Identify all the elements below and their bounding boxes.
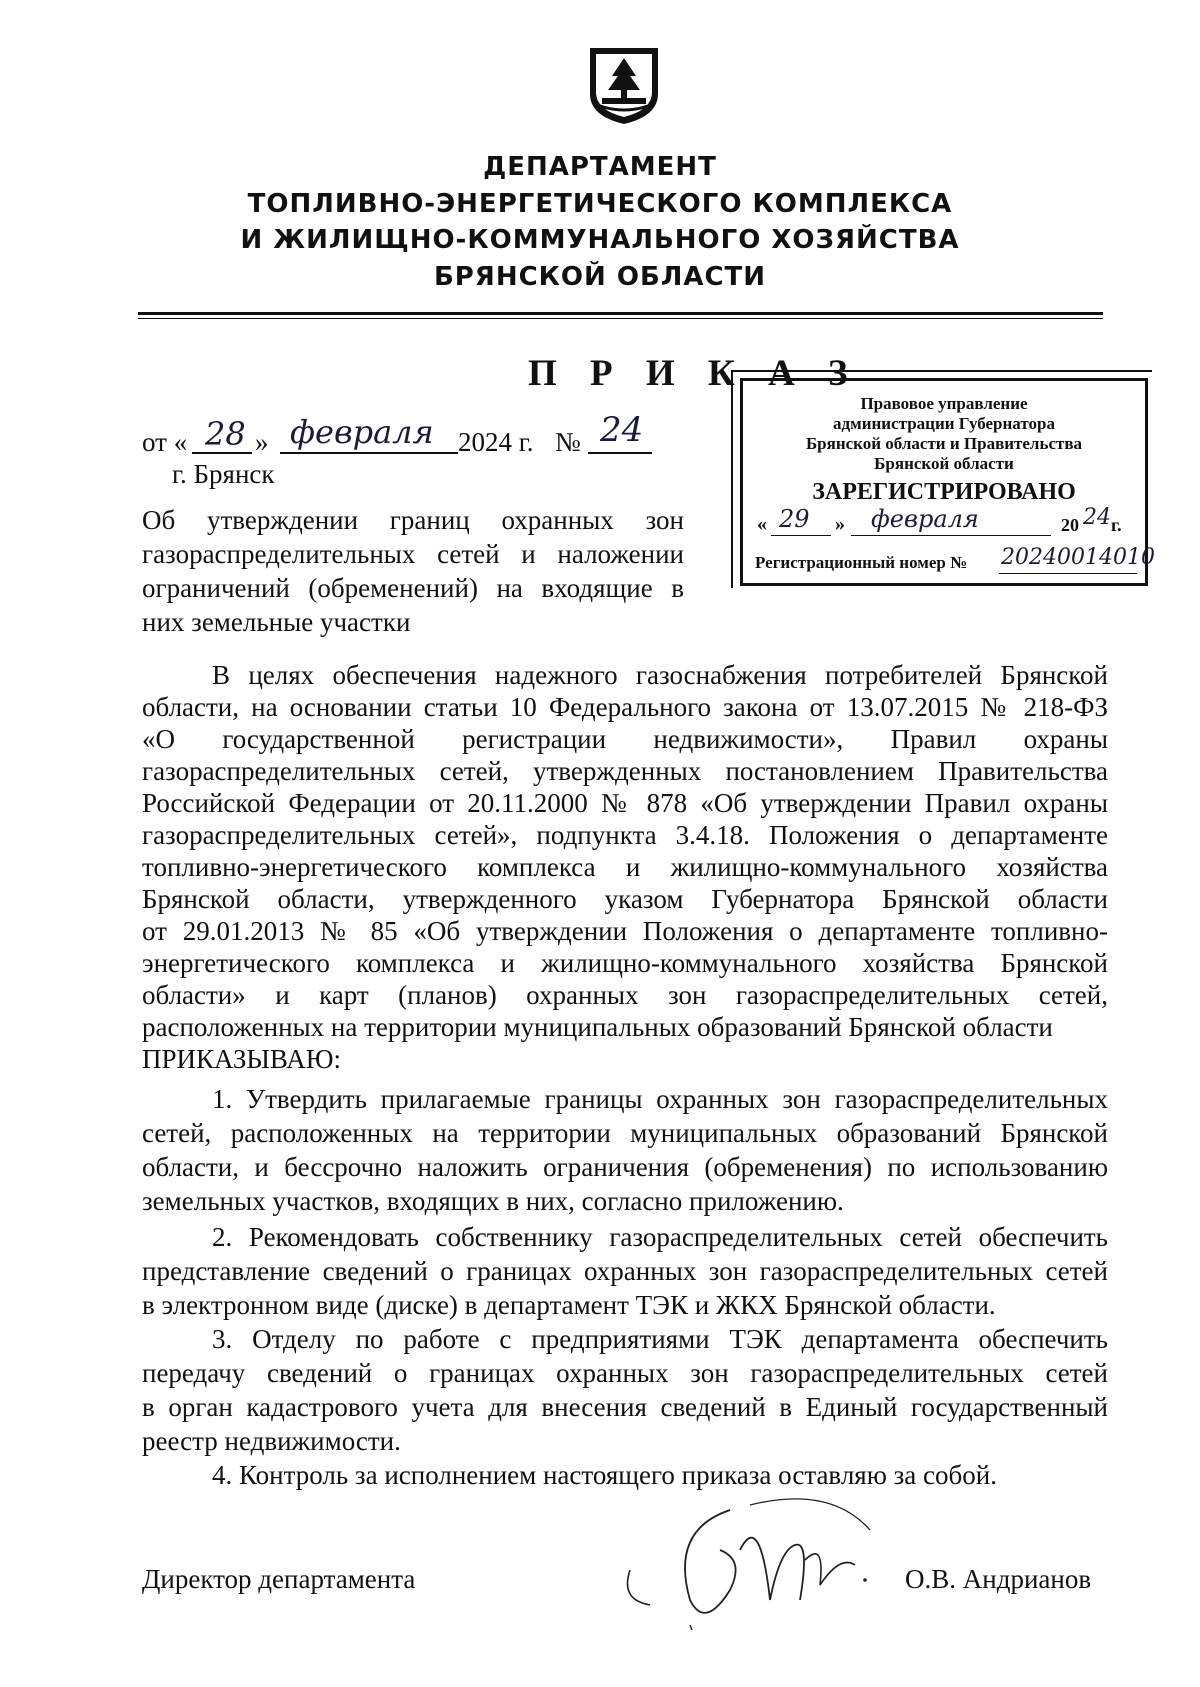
order-city: г. Брянск — [172, 459, 275, 489]
order-title: П Р И К А З — [528, 353, 860, 394]
stamp-reg-number: 20240014010 — [1001, 545, 1155, 570]
stamp-day: 29 — [779, 505, 810, 533]
item-line: области, и бессрочно наложить ограничения (обременения) по использованию — [142, 1152, 1108, 1182]
preamble-line: «О государственной регистрации недвижимости», Правил охраны — [142, 724, 1108, 754]
item-line: 2. Рекомендовать собственнику газораспределительных сетей обеспечить — [212, 1222, 1108, 1252]
department-header-line2: ТОПЛИВНО-ЭНЕРГЕТИЧЕСКОГО КОМПЛЕКСА — [247, 189, 953, 219]
stamp-date-open-quote: « — [757, 513, 767, 535]
handwritten-signature — [610, 1490, 910, 1640]
preamble-line: энергетического комплекса и жилищно-коммунального хозяйства Брянской — [142, 948, 1108, 978]
stamp-date-close-quote: » — [835, 513, 845, 535]
stamp-year-hand: 24 — [1083, 505, 1111, 530]
signatory-name: О.В. Андрианов — [905, 1564, 1092, 1594]
coat-of-arms-emblem — [584, 42, 664, 126]
stamp-line3: Брянской области и Правительства — [805, 434, 1083, 453]
date-from-prefix: от « — [142, 427, 188, 457]
department-header-line1: ДЕПАРТАМЕНТ — [483, 152, 717, 182]
stamp-reg-label: Регистрационный номер № — [755, 553, 968, 572]
item-line: в электронном виде (диске) в департамент ТЭК и ЖКХ Брянской области. — [142, 1290, 996, 1320]
preamble-line: В целях обеспечения надежного газоснабжения потребителей Брянской — [212, 660, 1108, 690]
subject-line: Об утверждении границ охранных зон — [142, 505, 684, 535]
preamble-line: газораспределительных сетей, утвержденных постановлением Правительства — [142, 756, 1108, 786]
stamp-year-prefix: 20 — [1061, 515, 1079, 535]
stamp-month: февраля — [871, 505, 979, 533]
number-underline — [588, 452, 652, 454]
item-line: 3. Отделу по работе с предприятиями ТЭК департамента обеспечить — [212, 1324, 1108, 1354]
order-month: февраля — [290, 413, 434, 451]
order-year: 2024 г. — [458, 427, 534, 457]
preamble-line: расположенных на территории муниципальных образований Брянской области — [142, 1012, 1053, 1042]
department-header-line4: БРЯНСКОЙ ОБЛАСТИ — [433, 262, 767, 292]
item-line: сетей, расположенных на территории муниципальных образований Брянской — [142, 1118, 1108, 1148]
order-number: 24 — [600, 410, 644, 450]
preamble-line: области» и карт (планов) охранных зон газораспределительных сетей, — [142, 980, 1108, 1010]
item-line: земельных участков, входящих в них, согласно приложению. — [142, 1186, 844, 1216]
preamble-line: Российской Федерации от 20.11.2000 № 878 «Об утверждении Правил охраны — [142, 788, 1108, 818]
stamp-year-suffix: г. — [1111, 515, 1122, 535]
signatory-position: Директор департамента — [142, 1564, 416, 1594]
stamp-line1: Правовое управление — [860, 394, 1028, 413]
preamble-line: топливно-энергетического комплекса и жилищно-коммунального хозяйства — [142, 852, 1108, 882]
item-line: реестр недвижимости. — [142, 1426, 401, 1456]
preamble-line: области, на основании статьи 10 Федерального закона от 13.07.2015 № 218-ФЗ — [142, 692, 1108, 722]
header-divider-thin — [138, 318, 1103, 319]
item-line: 4. Контроль за исполнением настоящего приказа оставляю за собой. — [212, 1460, 997, 1490]
subject-line: них земельные участки — [142, 607, 411, 637]
registration-stamp — [740, 378, 1155, 586]
subject-line: ограничений (обременений) на входящие в — [142, 573, 684, 603]
subject-line: газораспределительных сетей и наложении — [142, 539, 684, 569]
command-word: ПРИКАЗЫВАЮ: — [142, 1044, 341, 1074]
month-underline — [280, 452, 458, 454]
stamp-month-underline — [851, 535, 1051, 536]
stamp-reg-underline — [999, 573, 1137, 574]
preamble-line: Брянской области, утвержденного указом Губернатора Брянской области — [142, 884, 1108, 914]
preamble-line: от 29.01.2013 № 85 «Об утверждении Положения о департаменте топливно- — [142, 916, 1108, 946]
date-quote-close: » — [255, 427, 269, 457]
item-line: в орган кадастрового учета для внесения сведений в Единый государственный — [142, 1392, 1108, 1422]
order-day: 28 — [205, 415, 246, 453]
department-header-line3: И ЖИЛИЩНО-КОММУНАЛЬНОГО ХОЗЯЙСТВА — [240, 225, 960, 255]
stamp-line4: Брянской области — [874, 454, 1014, 473]
stamp-registered: ЗАРЕГИСТРИРОВАНО — [812, 479, 1076, 505]
item-line: представление сведений о границах охранных зон газораспределительных сетей — [142, 1256, 1108, 1286]
stamp-day-underline — [771, 535, 831, 536]
header-divider-thick — [138, 312, 1103, 315]
order-number-prefix: № — [555, 427, 581, 457]
item-line: 1. Утвердить прилагаемые границы охранных зон газораспределительных — [212, 1084, 1108, 1114]
preamble-line: газораспределительных сетей», подпункта 3.4.18. Положения о департаменте — [142, 820, 1108, 850]
stamp-line2: администрации Губернатора — [833, 414, 1055, 433]
item-line: передачу сведений о границах охранных зон газораспределительных сетей — [142, 1358, 1108, 1388]
